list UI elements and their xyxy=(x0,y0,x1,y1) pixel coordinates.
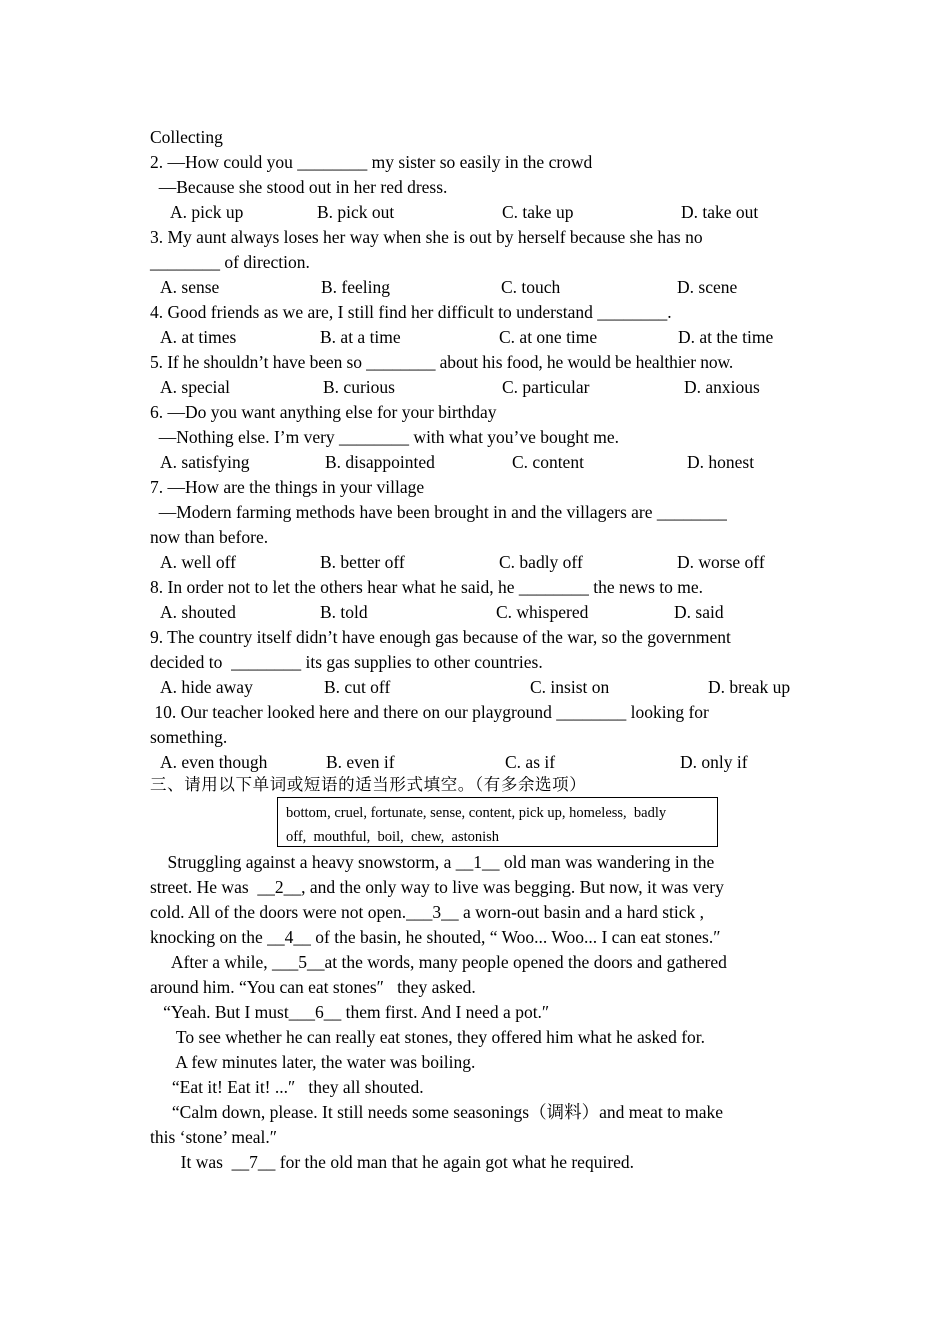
page-title: Collecting xyxy=(150,127,223,147)
question-line: —Because she stood out in her red dress. xyxy=(150,177,448,197)
option-d: D. honest xyxy=(687,452,755,472)
option-d: D. at the time xyxy=(678,327,774,347)
passage-line: “Yeah. But I must___6__ them first. And I need a pot.″ xyxy=(150,1002,550,1022)
word-bank-line: bottom, cruel, fortunate, sense, content, pick up, homeless, badly xyxy=(286,805,667,821)
word-bank-line: off, mouthful, boil, chew, astonish xyxy=(286,829,500,845)
question-line: now than before. xyxy=(150,527,269,547)
option-a: A. well off xyxy=(160,552,236,572)
passage-line: After a while, ___5__at the words, many people opened the doors and gathered xyxy=(150,952,727,972)
option-c: C. badly off xyxy=(499,552,583,572)
option-a: A. special xyxy=(160,377,230,397)
option-b: B. even if xyxy=(326,752,395,772)
option-a: A. pick up xyxy=(170,202,244,222)
passage-line: Struggling against a heavy snowstorm, a __1__ old man was wandering in the xyxy=(150,852,715,872)
question-line: 7. —How are the things in your village xyxy=(150,477,425,497)
passage-line: A few minutes later, the water was boiling. xyxy=(150,1052,476,1072)
option-b: B. feeling xyxy=(321,277,391,297)
question-line: 10. Our teacher looked here and there on our playground ________ looking for xyxy=(150,702,709,722)
passage-line: “Calm down, please. It still needs some seasonings（调料）and meat to make xyxy=(150,1102,724,1122)
option-c: C. insist on xyxy=(530,677,610,697)
option-b: B. pick out xyxy=(317,202,395,222)
question-line: —Modern farming methods have been brought in and the villagers are ________ xyxy=(150,502,727,522)
passage-line: cold. All of the doors were not open.___3__ a worn-out basin and a hard stick , xyxy=(150,902,705,922)
option-b: B. cut off xyxy=(324,677,391,697)
option-c: C. whispered xyxy=(496,602,589,622)
option-b: B. better off xyxy=(320,552,405,572)
option-c: C. at one time xyxy=(499,327,598,347)
option-d: D. scene xyxy=(677,277,738,297)
question-line: 4. Good friends as we are, I still find her difficult to understand ________. xyxy=(150,302,672,322)
option-c: C. touch xyxy=(501,277,561,297)
option-d: D. anxious xyxy=(684,377,760,397)
question-line: 5. If he shouldn’t have been so ________ about his food, he would be healthier now. xyxy=(150,352,734,372)
option-a: A. at times xyxy=(160,327,237,347)
option-c: C. take up xyxy=(502,202,574,222)
option-d: D. break up xyxy=(708,677,791,697)
passage-line: street. He was __2__, and the only way to live was begging. But now, it was very xyxy=(150,877,724,897)
option-a: A. hide away xyxy=(160,677,253,697)
option-a: A. satisfying xyxy=(160,452,250,472)
option-b: B. disappointed xyxy=(325,452,435,472)
option-a: A. sense xyxy=(160,277,220,297)
option-c: C. content xyxy=(512,452,584,472)
section-heading: 三、请用以下单词或短语的适当形式填空。（有多余选项） xyxy=(150,775,587,794)
option-b: B. curious xyxy=(323,377,395,397)
option-b: B. at a time xyxy=(320,327,401,347)
passage-line: “Eat it! Eat it! ...″ they all shouted. xyxy=(150,1077,424,1097)
option-c: C. as if xyxy=(505,752,556,772)
question-line: decided to ________ its gas supplies to other countries. xyxy=(150,652,543,672)
option-a: A. shouted xyxy=(160,602,236,622)
option-d: D. said xyxy=(674,602,724,622)
option-a: A. even though xyxy=(160,752,268,772)
passage-line: this ‘stone’ meal.″ xyxy=(150,1127,278,1147)
option-c: C. particular xyxy=(502,377,590,397)
word-bank-box xyxy=(277,797,718,847)
question-line: 6. —Do you want anything else for your birthday xyxy=(150,402,497,422)
option-b: B. told xyxy=(320,602,368,622)
passage-line: It was __7__ for the old man that he again got what he required. xyxy=(150,1152,635,1172)
option-d: D. take out xyxy=(681,202,759,222)
option-d: D. only if xyxy=(680,752,748,772)
question-line: ________ of direction. xyxy=(150,252,310,272)
passage-line: knocking on the __4__ of the basin, he shouted, “ Woo... Woo... I can eat stones.″ xyxy=(150,927,721,947)
question-line: something. xyxy=(150,727,228,747)
question-line: 8. In order not to let the others hear what he said, he ________ the news to me. xyxy=(150,577,704,597)
question-line: 2. —How could you ________ my sister so easily in the crowd xyxy=(150,152,593,172)
question-line: 3. My aunt always loses her way when she is out by herself because she has no xyxy=(150,227,703,247)
passage-line: around him. “You can eat stones″ they asked. xyxy=(150,977,476,997)
passage-line: To see whether he can really eat stones, they offered him what he asked for. xyxy=(150,1027,706,1047)
question-line: 9. The country itself didn’t have enough gas because of the war, so the government xyxy=(150,627,731,647)
option-d: D. worse off xyxy=(677,552,765,572)
question-line: —Nothing else. I’m very ________ with what you’ve bought me. xyxy=(150,427,620,447)
